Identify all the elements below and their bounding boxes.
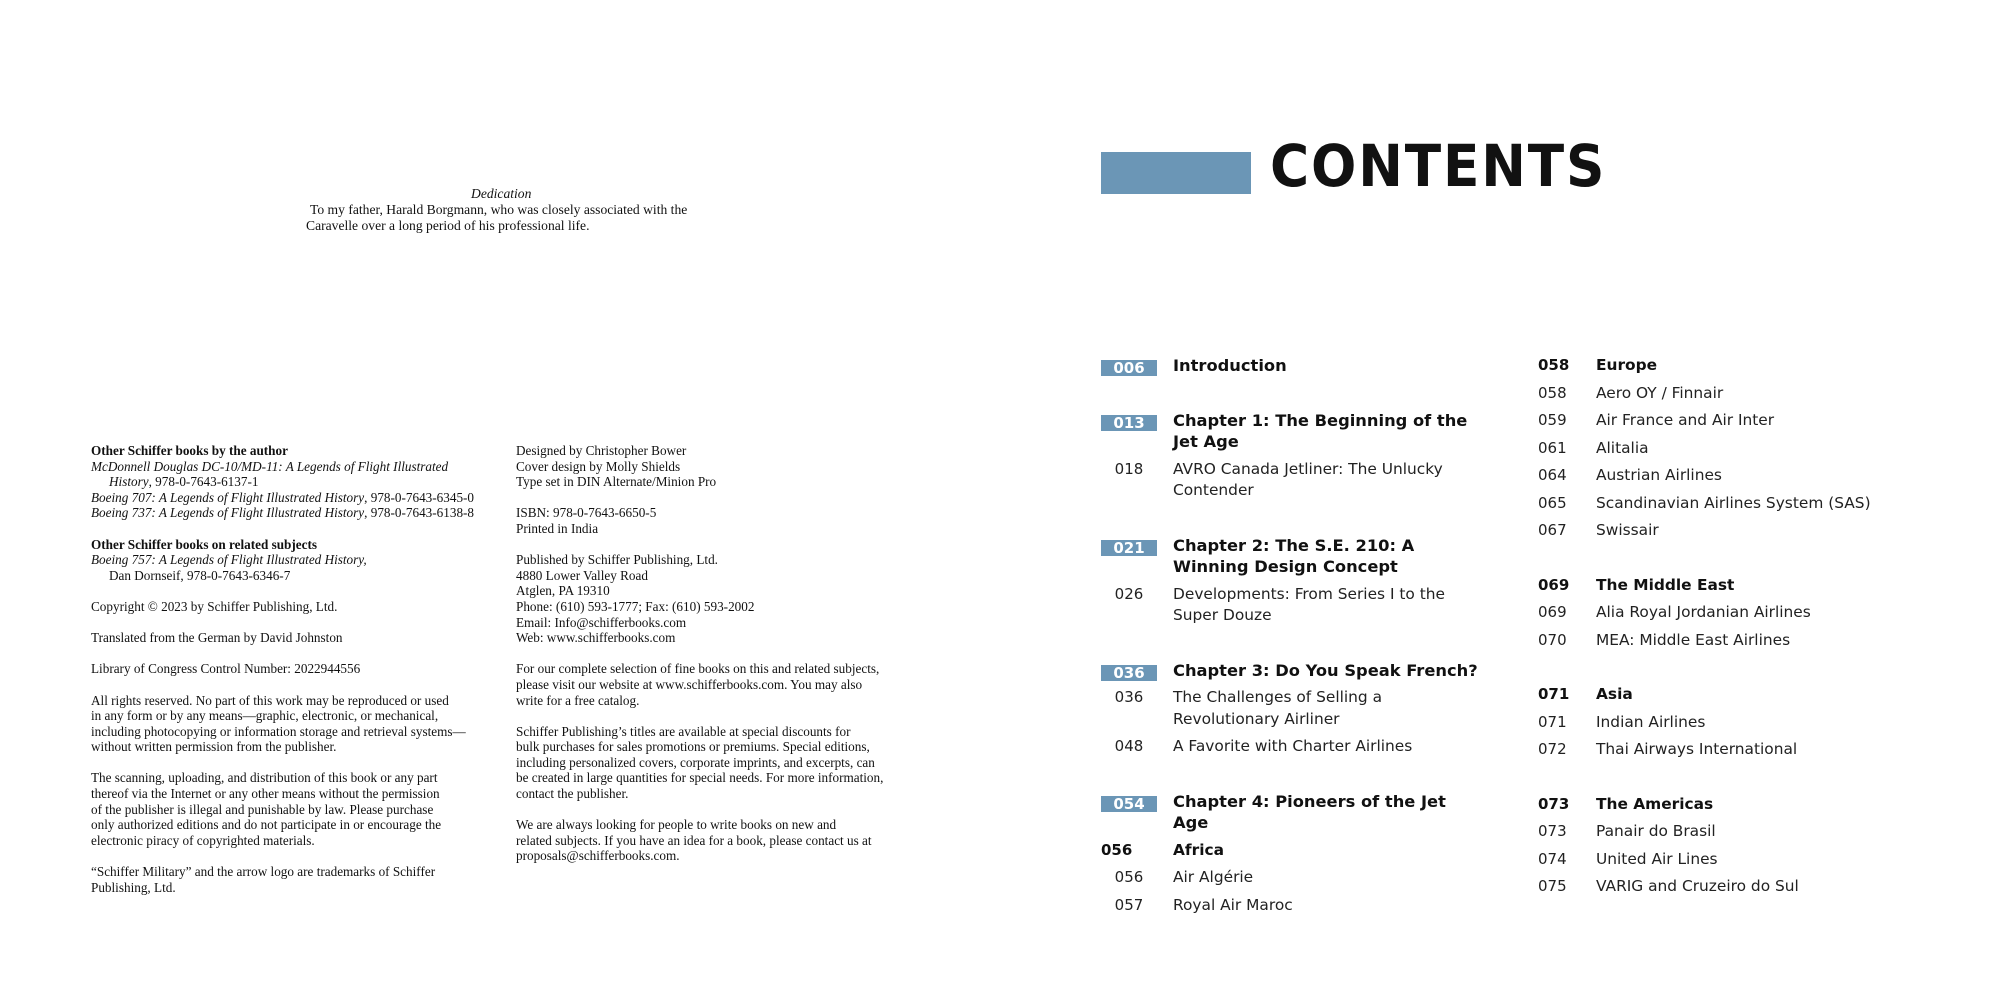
contents-accent-bar <box>1101 152 1251 194</box>
toc-entry[interactable] <box>1101 459 1521 502</box>
toc-entry[interactable] <box>1538 876 1978 898</box>
toc-entry[interactable] <box>1101 791 1521 834</box>
toc-page-number: 067 <box>1538 521 1567 539</box>
trademark-line: “Schiffer Military” and the arrow logo are trademarks of Schiffer <box>91 864 436 880</box>
toc-entry[interactable] <box>1538 684 1978 706</box>
toc-entry-title: AVRO Canada Jetliner: The Unlucky Contender <box>1173 459 1443 499</box>
toc-page-number: 065 <box>1538 493 1567 512</box>
toc-page-number: 069 <box>1538 603 1567 621</box>
toc-entry-title: MEA: Middle East Airlines <box>1596 630 1791 649</box>
toc-entry-title: Indian Airlines <box>1596 712 1706 731</box>
book-title: Boeing 707: A Legends of Flight Illustrated History <box>91 489 365 505</box>
toc-page-number: 057 <box>1114 895 1144 914</box>
toc-page-number: 036 <box>1101 665 1157 681</box>
book-title: Boeing 737: A Legends of Flight Illustrated History <box>91 505 365 521</box>
scanning-line: electronic piracy of copyrighted materials. <box>91 832 315 848</box>
catalog-line: write for a free catalog. <box>516 692 640 708</box>
copyright: Copyright © 2023 by Schiffer Publishing, Ltd. <box>91 598 338 614</box>
dedication <box>306 186 726 234</box>
toc-entry[interactable] <box>1101 410 1521 453</box>
scanning-line: The scanning, uploading, and distribution of this book or any part <box>91 770 438 786</box>
toc-page-number: 075 <box>1538 877 1567 895</box>
toc-entry[interactable] <box>1538 438 1978 460</box>
toc-entry-title: Panair do Brasil <box>1596 822 1716 840</box>
rights-line: in any form or by any means—graphic, electronic, or mechanical, <box>91 708 439 724</box>
imprint-left-column <box>91 443 511 895</box>
toc-entry[interactable] <box>1538 575 1978 597</box>
toc-entry-title: Europe <box>1596 356 1658 374</box>
related-title: Boeing 757: A Legends of Flight Illustrated History, <box>91 552 367 568</box>
toc-entry-title: The Challenges of Selling a Revolutionary Airliner <box>1173 688 1383 728</box>
discount-line: bulk purchases for sales promotions or premiums. Special editions, <box>516 739 870 755</box>
book-isbn: , 978-0-7643-6345-0 <box>364 489 475 505</box>
toc-entry-title: Air France and Air Inter <box>1596 411 1775 429</box>
book-entry <box>91 490 511 506</box>
toc-entry[interactable] <box>1538 739 1978 761</box>
toc-entry-title: Alitalia <box>1596 438 1649 457</box>
toc-entry-title: United Air Lines <box>1596 849 1718 868</box>
scanning-line: thereof via the Internet or any other means without the permission <box>91 786 440 802</box>
toc-entry-title: Chapter 3: Do You Speak French? <box>1173 660 1478 680</box>
address-line: Atglen, PA 19310 <box>516 583 610 599</box>
toc-entry-title: Developments: From Series I to the Super Douze <box>1173 584 1445 624</box>
toc-page-number: 064 <box>1538 466 1567 484</box>
toc-page-number: 056 <box>1114 868 1144 886</box>
typeset: Type set in DIN Alternate/Minion Pro <box>516 474 717 490</box>
authors-line: We are always looking for people to write books on new and <box>516 817 837 833</box>
toc-entry-title: Swissair <box>1596 521 1659 539</box>
rights-line: All rights reserved. No part of this work may be reproduced or used <box>91 692 449 708</box>
address-line: 4880 Lower Valley Road <box>516 567 648 583</box>
toc-page-number: 071 <box>1538 685 1570 703</box>
email: Email: Info@schifferbooks.com <box>516 614 687 630</box>
book-entry <box>91 505 511 521</box>
toc-entry-title: A Favorite with Charter Airlines <box>1173 737 1413 755</box>
toc-entry[interactable] <box>1538 465 1978 487</box>
toc-page-number: 073 <box>1538 822 1567 840</box>
toc-entry-title: The Middle East <box>1596 575 1735 594</box>
toc-page-number: 074 <box>1538 849 1567 868</box>
discount-line: contact the publisher. <box>516 786 629 802</box>
toc-page-number: 070 <box>1538 630 1567 649</box>
toc-entry[interactable] <box>1538 794 1978 816</box>
catalog-line: For our complete selection of fine books on this and related subjects, <box>516 661 880 677</box>
cover-design: Cover design by Molly Shields <box>516 458 681 474</box>
contents-title: CONTENTS <box>1270 132 1607 200</box>
toc-entry[interactable] <box>1101 687 1521 730</box>
isbn: ISBN: 978-0-7643-6650-5 <box>516 505 657 521</box>
rights-line: including photocopying or information storage and retrieval systems— <box>91 723 466 739</box>
toc-entry[interactable] <box>1538 493 1978 515</box>
authors-line: proposals@schifferbooks.com. <box>516 848 680 864</box>
toc-entry-title: Chapter 4: Pioneers of the Jet Age <box>1173 791 1446 832</box>
toc-page-number: 072 <box>1538 740 1567 758</box>
book-title: McDonnell Douglas DC-10/MD-11: A Legends of Flight Illustrated <box>91 458 449 474</box>
toc-entry[interactable] <box>1538 712 1978 734</box>
toc-page-number: 021 <box>1101 540 1157 556</box>
toc-entry-title: Alia Royal Jordanian Airlines <box>1596 603 1811 621</box>
book-title: History <box>109 474 149 490</box>
publisher: Published by Schiffer Publishing, Ltd. <box>516 552 718 568</box>
toc-entry-title: Scandinavian Airlines System (SAS) <box>1596 493 1871 512</box>
toc-entry-title: Royal Air Maroc <box>1173 895 1293 914</box>
printed-in: Printed in India <box>516 520 599 536</box>
toc-entry-title: Asia <box>1596 685 1633 703</box>
toc-entry[interactable] <box>1101 584 1521 627</box>
toc-entry[interactable] <box>1101 895 1521 917</box>
toc-entry[interactable] <box>1538 520 1978 542</box>
toc-page-number: 073 <box>1538 794 1570 813</box>
designed-by: Designed by Christopher Bower <box>516 443 687 458</box>
toc-entry-title: Chapter 2: The S.E. 210: A Winning Design Concept <box>1173 535 1415 576</box>
toc-entry-title: Chapter 1: The Beginning of the Jet Age <box>1173 410 1468 451</box>
toc-page-number: 013 <box>1101 415 1157 431</box>
toc-page-number: 071 <box>1538 712 1567 731</box>
book-title-cont <box>91 474 511 490</box>
toc-entry[interactable] <box>1101 867 1521 889</box>
phone: Phone: (610) 593-1777; Fax: (610) 593-2002 <box>516 598 755 614</box>
toc-entry-title: Aero OY / Finnair <box>1596 383 1724 402</box>
toc-entry-title: Thai Airways International <box>1596 740 1798 758</box>
toc-left-column <box>1101 355 1521 916</box>
toc-entry[interactable] <box>1538 355 1978 377</box>
toc-entry[interactable] <box>1538 849 1978 871</box>
toc-page-number: 061 <box>1538 438 1567 457</box>
toc-entry-title: VARIG and Cruzeiro do Sul <box>1596 877 1799 895</box>
loc-number: Library of Congress Control Number: 2022944556 <box>91 661 361 677</box>
toc-page-number: 006 <box>1101 360 1157 376</box>
toc-entry[interactable] <box>1538 410 1978 432</box>
discount-line: including personalized covers, corporate imprints, and excerpts, can <box>516 754 875 770</box>
rights-line: without written permission from the publisher. <box>91 739 337 755</box>
discount-line: be created in large quantities for special needs. For more information, <box>516 770 884 786</box>
toc-page-number: 056 <box>1101 840 1133 859</box>
toc-page-number: 048 <box>1114 737 1144 755</box>
dedication-title: Dedication <box>471 186 532 201</box>
website: Web: www.schifferbooks.com <box>516 630 676 646</box>
toc-entry-title: Introduction <box>1173 356 1287 375</box>
toc-entry[interactable] <box>1101 355 1521 377</box>
toc-entry-title: The Americas <box>1596 794 1714 813</box>
toc-entry[interactable] <box>1101 535 1521 578</box>
toc-page-number: 036 <box>1114 688 1144 706</box>
other-books-heading: Other Schiffer books by the author <box>91 443 288 458</box>
catalog-line: please visit our website at www.schifferbooks.com. You may also <box>516 676 863 692</box>
toc-page-number: 059 <box>1538 411 1567 429</box>
toc-page-number: 054 <box>1101 796 1157 812</box>
dedication-line: Caravelle over a long period of his professional life. <box>306 218 590 233</box>
toc-entry[interactable] <box>1538 821 1978 843</box>
toc-right-column <box>1538 355 1978 898</box>
toc-entry[interactable] <box>1538 630 1978 652</box>
toc-page-number: 018 <box>1114 459 1144 478</box>
related-author: Dan Dornseif, 978-0-7643-6346-7 <box>109 567 291 583</box>
toc-page-number: 058 <box>1538 383 1567 402</box>
trademark-line: Publishing, Ltd. <box>91 879 176 895</box>
translated: Translated from the German by David Johnston <box>91 630 343 646</box>
toc-entry-title: Austrian Airlines <box>1596 466 1722 484</box>
toc-entry[interactable] <box>1538 602 1978 624</box>
toc-page-number: 026 <box>1114 584 1144 603</box>
scanning-line: only authorized editions and do not participate in or encourage the <box>91 817 442 833</box>
dedication-line: To my father, Harald Borgmann, who was closely associated with the <box>310 202 688 217</box>
scanning-line: of the publisher is illegal and punishable by law. Please purchase <box>91 801 434 817</box>
toc-entry[interactable] <box>1101 736 1521 758</box>
toc-entry[interactable] <box>1101 660 1521 682</box>
toc-entry-title: Air Algérie <box>1173 868 1254 886</box>
imprint-right-column <box>516 443 936 864</box>
book-isbn: , 978-0-7643-6137-1 <box>148 474 259 490</box>
authors-line: related subjects. If you have an idea for a book, please contact us at <box>516 832 872 848</box>
toc-page-number: 058 <box>1538 356 1570 374</box>
book-isbn: , 978-0-7643-6138-8 <box>364 505 475 521</box>
toc-page-number: 069 <box>1538 575 1570 594</box>
toc-entry-title: Africa <box>1173 840 1224 859</box>
discount-line: Schiffer Publishing’s titles are available at special discounts for <box>516 723 851 739</box>
toc-entry[interactable] <box>1101 840 1521 862</box>
toc-entry[interactable] <box>1538 383 1978 405</box>
related-heading: Other Schiffer books on related subjects <box>91 536 318 552</box>
